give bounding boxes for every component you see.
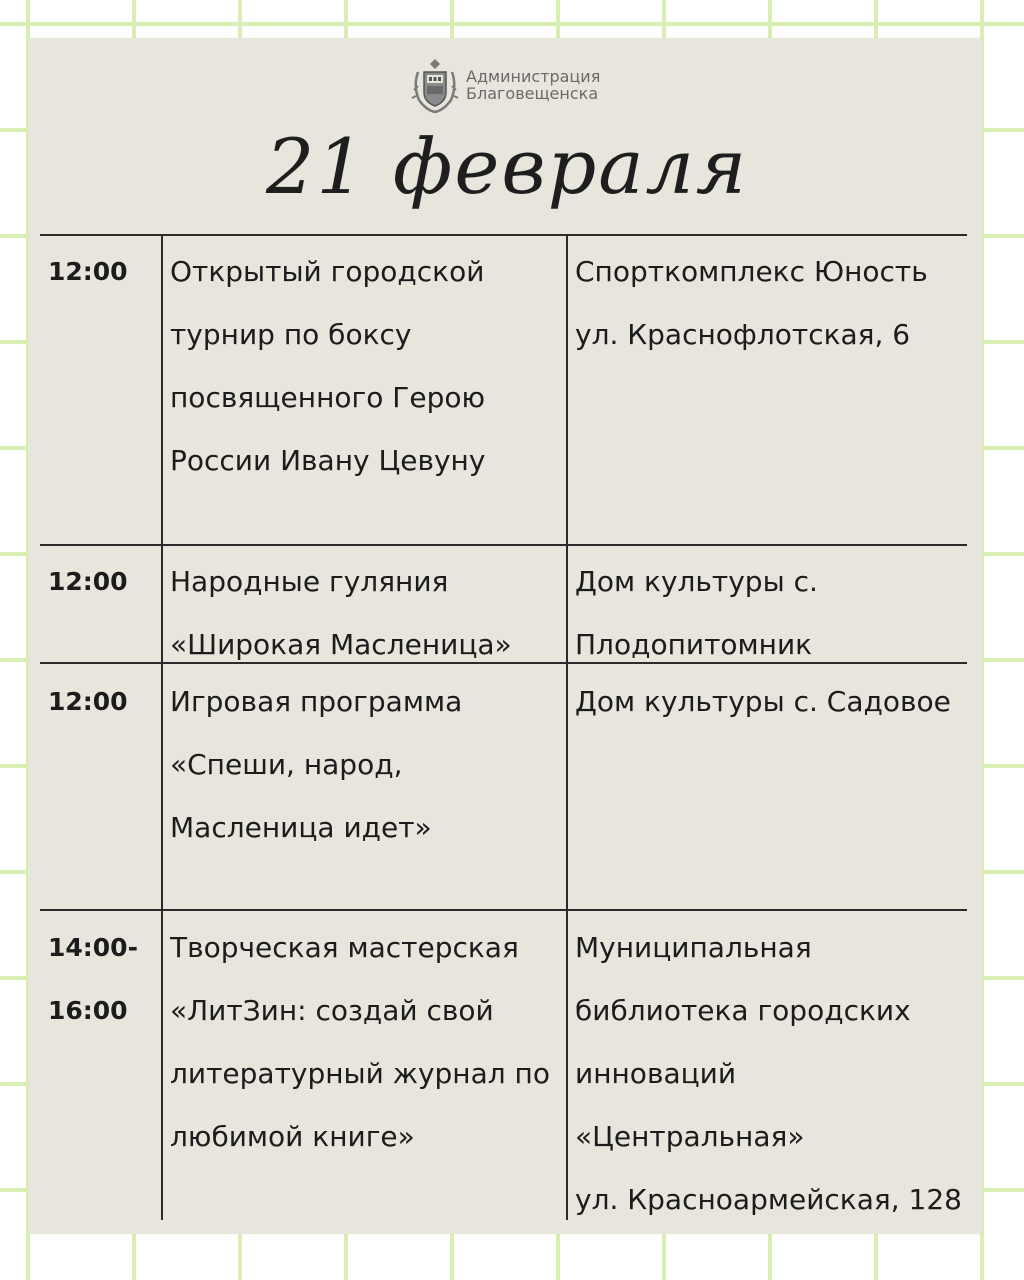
event-cell: Народные гуляния «Широкая Масленица»	[170, 565, 512, 661]
table-rule	[40, 234, 967, 236]
logo	[410, 56, 600, 114]
time-cell: 12:00	[48, 567, 128, 596]
table-rule	[40, 544, 967, 546]
table-row	[40, 670, 967, 906]
schedule-table	[40, 234, 967, 1220]
place-cell: Спорткомплекс Юность ул. Краснофлотская, 6	[575, 255, 928, 351]
event-cell: Игровая программа «Спеши, народ, Масленица идет»	[170, 685, 463, 844]
table-row	[40, 240, 967, 540]
coat-of-arms-icon	[410, 56, 460, 114]
time-cell: 12:00	[48, 257, 128, 286]
table-rule	[40, 909, 967, 911]
time-cell: 12:00	[48, 687, 128, 716]
date-title: 21 февраля	[266, 122, 749, 211]
event-cell: Открытый городской турнир по боксу посвященного Герою России Ивану Цевуну	[170, 255, 486, 477]
place-cell: Муниципальная библиотека городских инноваций «Центральная» ул. Красноармейская, 128	[575, 931, 962, 1216]
time-cell: 14:00- 16:00	[48, 933, 138, 1025]
place-cell: Дом культуры с. Садовое	[575, 685, 951, 718]
place-cell: Дом культуры с. Плодопитомник	[575, 565, 818, 661]
logo-line-2: Благовещенска	[466, 84, 599, 103]
event-cell: Творческая мастерская «ЛитЗин: создай свой литературный журнал по любимой книге»	[170, 931, 550, 1153]
logo-line-1: Администрация	[466, 67, 601, 86]
table-row	[40, 550, 967, 662]
table-row	[40, 916, 967, 1220]
